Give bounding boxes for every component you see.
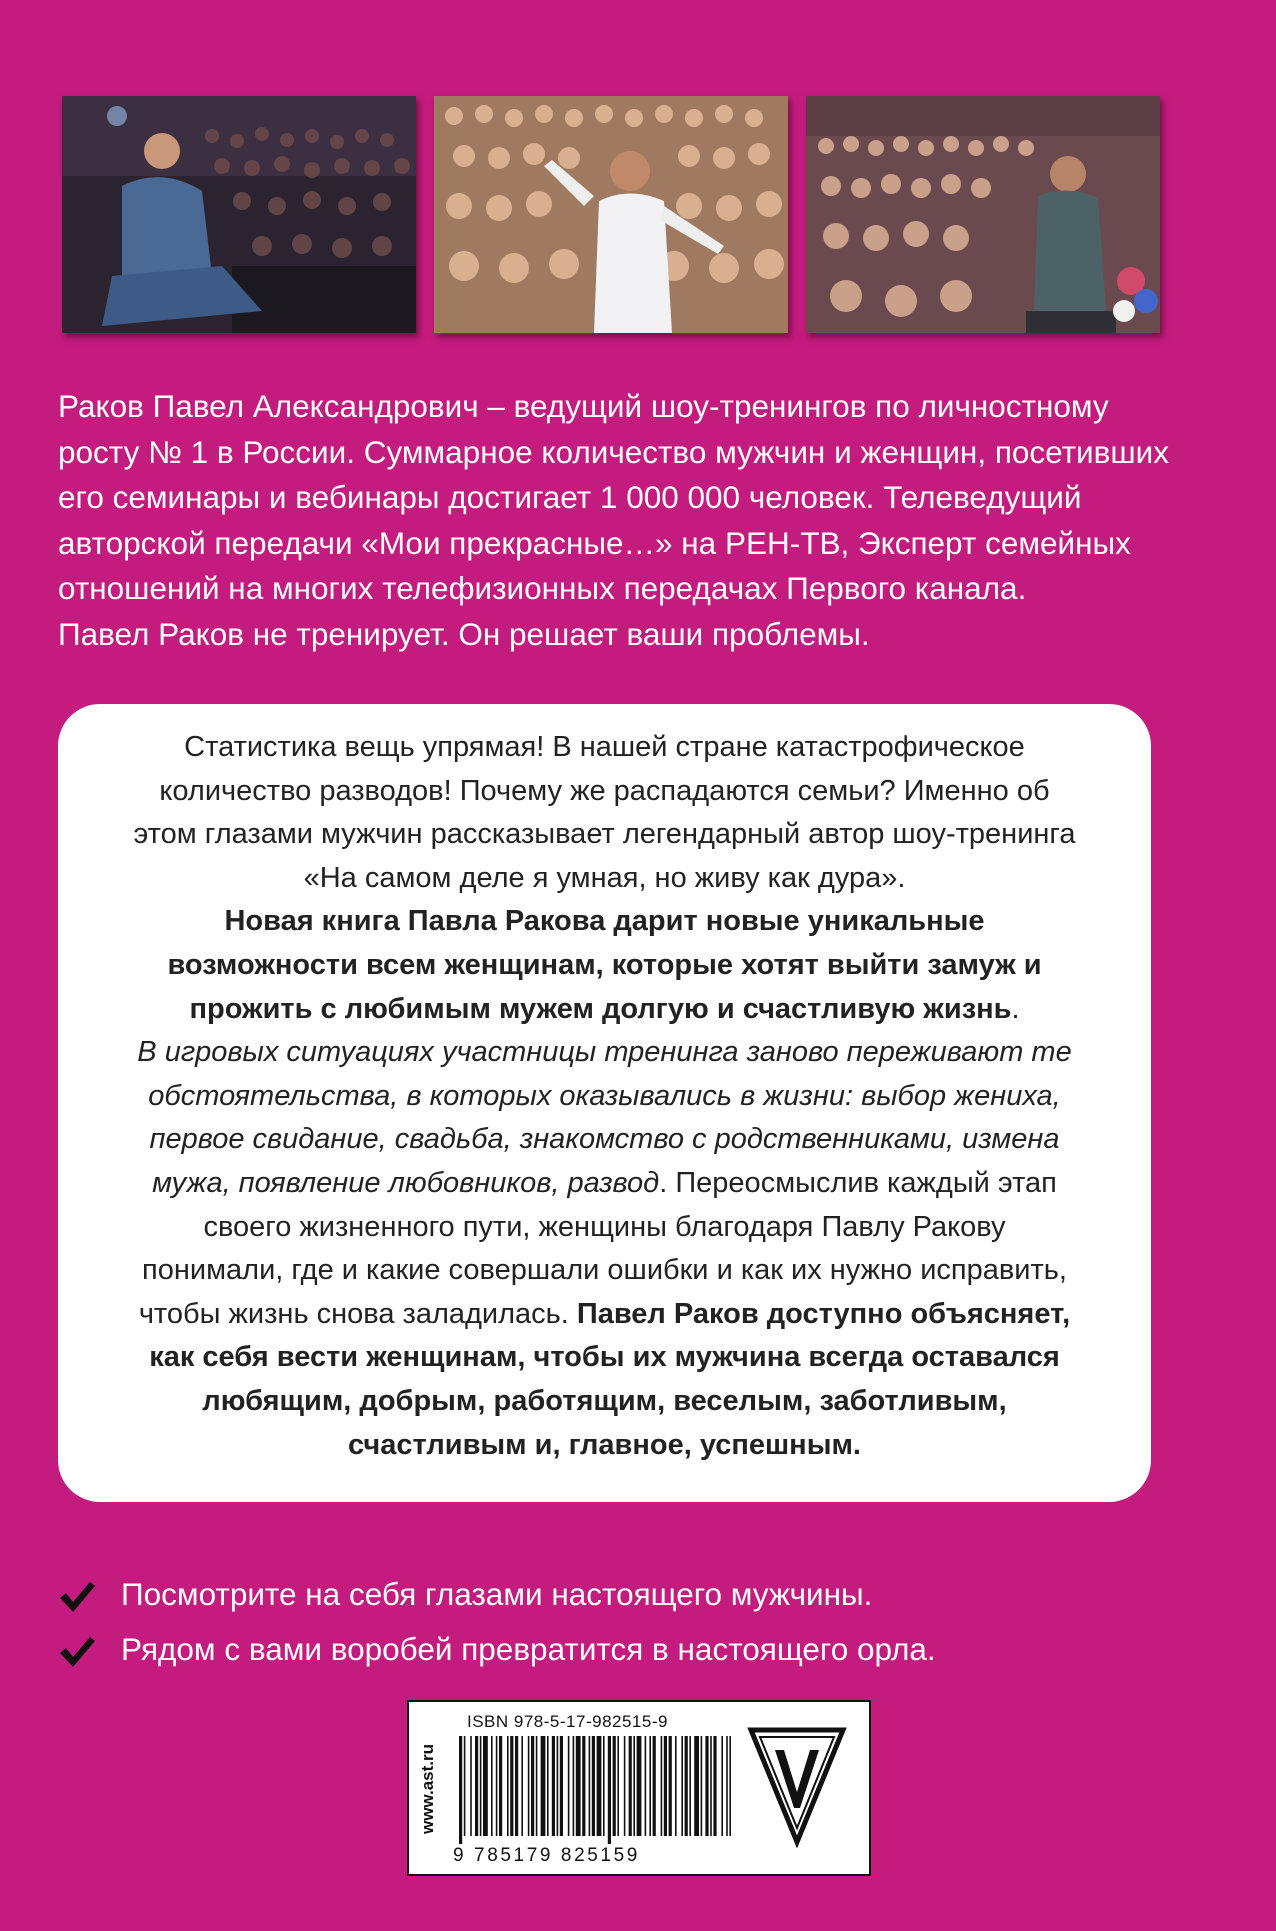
barcode-bar — [597, 1736, 602, 1836]
barcode-bar — [608, 1736, 611, 1844]
seminar-photo-audience-hall — [806, 96, 1160, 333]
description-line — [58, 1293, 1151, 1337]
seminar-photo-crowd — [434, 96, 788, 333]
description-run: обстоятельства, в которых оказывались в жизни: выбор жениха, — [148, 1079, 1061, 1112]
description-run: этом глазами мужчин рассказывает легендарный автор шоу-тренинга — [133, 818, 1076, 851]
barcode-bar — [726, 1736, 728, 1836]
barcode-bar — [689, 1736, 691, 1836]
barcode-bar — [669, 1736, 672, 1836]
description-line — [58, 813, 1151, 857]
bio-line: авторской передачи «Мои прекрасные…» на РЕН-ТВ, Эксперт семейных — [58, 524, 1131, 561]
barcode-bar — [483, 1736, 488, 1836]
description-line — [58, 988, 1151, 1032]
barcode-bar — [592, 1736, 595, 1836]
barcode-bar — [675, 1736, 677, 1836]
description-line — [58, 1206, 1151, 1250]
description-run: счастливым и, главное, успешным. — [348, 1428, 861, 1461]
barcode-bar — [582, 1736, 585, 1836]
checklist-item-text: Посмотрите на себя глазами настоящего мужчины. — [121, 1576, 873, 1612]
barcode-bar — [510, 1736, 513, 1836]
description-line — [58, 1031, 1151, 1075]
barcode-bar — [653, 1736, 656, 1836]
description-run: первое свидание, свадьба, знакомство с родственниками, измена — [149, 1123, 1060, 1156]
isbn-label: ISBN 978-5-17-982515-9 — [467, 1712, 668, 1731]
barcode-bar — [541, 1736, 546, 1836]
barcode-bar — [701, 1736, 703, 1836]
description-run: . — [1011, 992, 1020, 1025]
v-triangle-logo-icon — [747, 1724, 847, 1848]
publisher-website-text: www.ast.ru — [418, 1743, 437, 1835]
description-line — [58, 1424, 1151, 1468]
barcode-bar — [557, 1736, 559, 1836]
description-run: В игровых ситуациях участницы тренинга заново переживают те — [137, 1036, 1072, 1069]
barcode-bar — [536, 1736, 538, 1836]
description-run: . Переосмыслив каждый этап — [659, 1166, 1057, 1199]
description-run: возможности всем женщинам, которые хотят выйти замуж и — [167, 948, 1042, 981]
barcode-bar — [507, 1736, 509, 1836]
description-run: любящим, добрым, работящим, веселым, заботливым, — [202, 1384, 1007, 1417]
barcode-bar — [589, 1736, 591, 1836]
barcode-bar — [568, 1736, 570, 1836]
description-run: понимали, где и какие совершали ошибки и как их нужно исправить, — [142, 1254, 1067, 1287]
bio-line: его семинары и вебинары достигает 1 000 000 человек. Телеведущий — [58, 479, 1082, 515]
description-line — [58, 1075, 1151, 1119]
barcode-bar — [613, 1736, 616, 1836]
description-line — [58, 1336, 1151, 1380]
barcode-bar — [573, 1736, 575, 1836]
description-run: прожить с любимым мужем долгую и счастливую жизнь — [189, 992, 1012, 1025]
description-line — [58, 1249, 1151, 1293]
book-description-box — [58, 704, 1151, 1502]
barcode-bar — [560, 1736, 563, 1836]
barcode-bar — [603, 1736, 605, 1836]
barcode-bar — [521, 1736, 523, 1836]
description-line — [58, 726, 1151, 770]
description-line — [58, 857, 1151, 901]
barcode-bar — [499, 1736, 502, 1836]
barcode-bar — [528, 1736, 530, 1836]
barcode-bar — [617, 1736, 619, 1836]
barcode-bar — [710, 1736, 712, 1836]
bio-line: росту № 1 в России. Суммарное количество мужчин и женщин, посетивших — [58, 433, 1169, 470]
barcode-bar — [464, 1736, 466, 1836]
barcode-bar — [547, 1736, 549, 1836]
description-line — [58, 944, 1151, 988]
photo-strip — [62, 96, 1160, 333]
description-run: мужа, появление любовников, развод — [152, 1166, 660, 1199]
checkmark-icon — [58, 1635, 96, 1669]
description-run: количество разводов! Почему же распадаются семьи? Именно об — [159, 774, 1050, 807]
description-run: Павел Раков доступно объясняет, — [576, 1297, 1071, 1330]
description-run: «На самом деле я умная, но живу как дура». — [303, 861, 906, 894]
description-run: Новая книга Павла Ракова дарит новые уникальные — [224, 905, 985, 938]
ean-number: 9 785179 825159 — [453, 1845, 640, 1866]
barcode-bar — [629, 1736, 632, 1836]
barcode-bar — [729, 1736, 731, 1836]
barcode-bar — [475, 1736, 478, 1836]
description-run: как себя вести женщинам, чтобы их мужчина всегда оставался — [149, 1341, 1060, 1374]
barcode-bar — [624, 1736, 626, 1836]
barcode-bar — [480, 1736, 482, 1836]
description-line — [58, 1118, 1151, 1162]
seminar-photo-seated-host — [62, 96, 416, 333]
checklist-item-text: Рядом с вами воробей превратится в настоящего орла. — [121, 1631, 936, 1667]
description-line — [58, 770, 1151, 814]
barcode-bar — [694, 1736, 699, 1836]
barcode-bar — [664, 1736, 667, 1836]
barcode-bar — [649, 1736, 651, 1836]
barcode-bar — [705, 1736, 708, 1836]
barcode-bar — [491, 1736, 493, 1836]
bio-line: Павел Раков не тренирует. Он решает ваши проблемы. — [58, 615, 870, 652]
barcode-bar — [713, 1736, 716, 1836]
description-line — [58, 1162, 1151, 1206]
barcode-bars — [459, 1736, 731, 1844]
barcode-bar — [531, 1736, 534, 1836]
publisher-website — [417, 1714, 439, 1864]
description-line — [58, 900, 1151, 944]
barcode-bar — [637, 1736, 642, 1836]
book-description — [58, 726, 1151, 1467]
barcode-block — [407, 1700, 871, 1876]
barcode-bar — [721, 1736, 723, 1836]
barcode-bar — [661, 1736, 663, 1836]
barcode-bar — [633, 1736, 635, 1836]
description-run: Статистика вещь упрямая! В нашей стране катастрофическое — [184, 731, 1025, 763]
barcode-bar — [552, 1736, 555, 1836]
barcode-bar — [681, 1736, 683, 1836]
author-bio — [58, 384, 1178, 657]
barcode-bar — [470, 1736, 472, 1836]
checkmark-icon — [58, 1580, 96, 1614]
barcode-bar — [576, 1736, 581, 1836]
barcode-bar — [496, 1736, 498, 1836]
barcode-bar — [459, 1736, 462, 1844]
barcode-bar — [515, 1736, 518, 1836]
barcode-bar — [645, 1736, 647, 1836]
description-run: чтобы жизнь снова заладилась. — [138, 1297, 577, 1330]
barcode-bar — [685, 1736, 688, 1836]
bio-line: отношений на многих телефизионных передачах Первого канала. — [58, 570, 1027, 606]
description-run: своего жизненного пути, женщины благодаря Павлу Ракову — [203, 1210, 1006, 1243]
description-line — [58, 1380, 1151, 1424]
bio-line: Раков Павел Александрович – ведущий шоу-тренингов по личностному — [58, 388, 1109, 424]
